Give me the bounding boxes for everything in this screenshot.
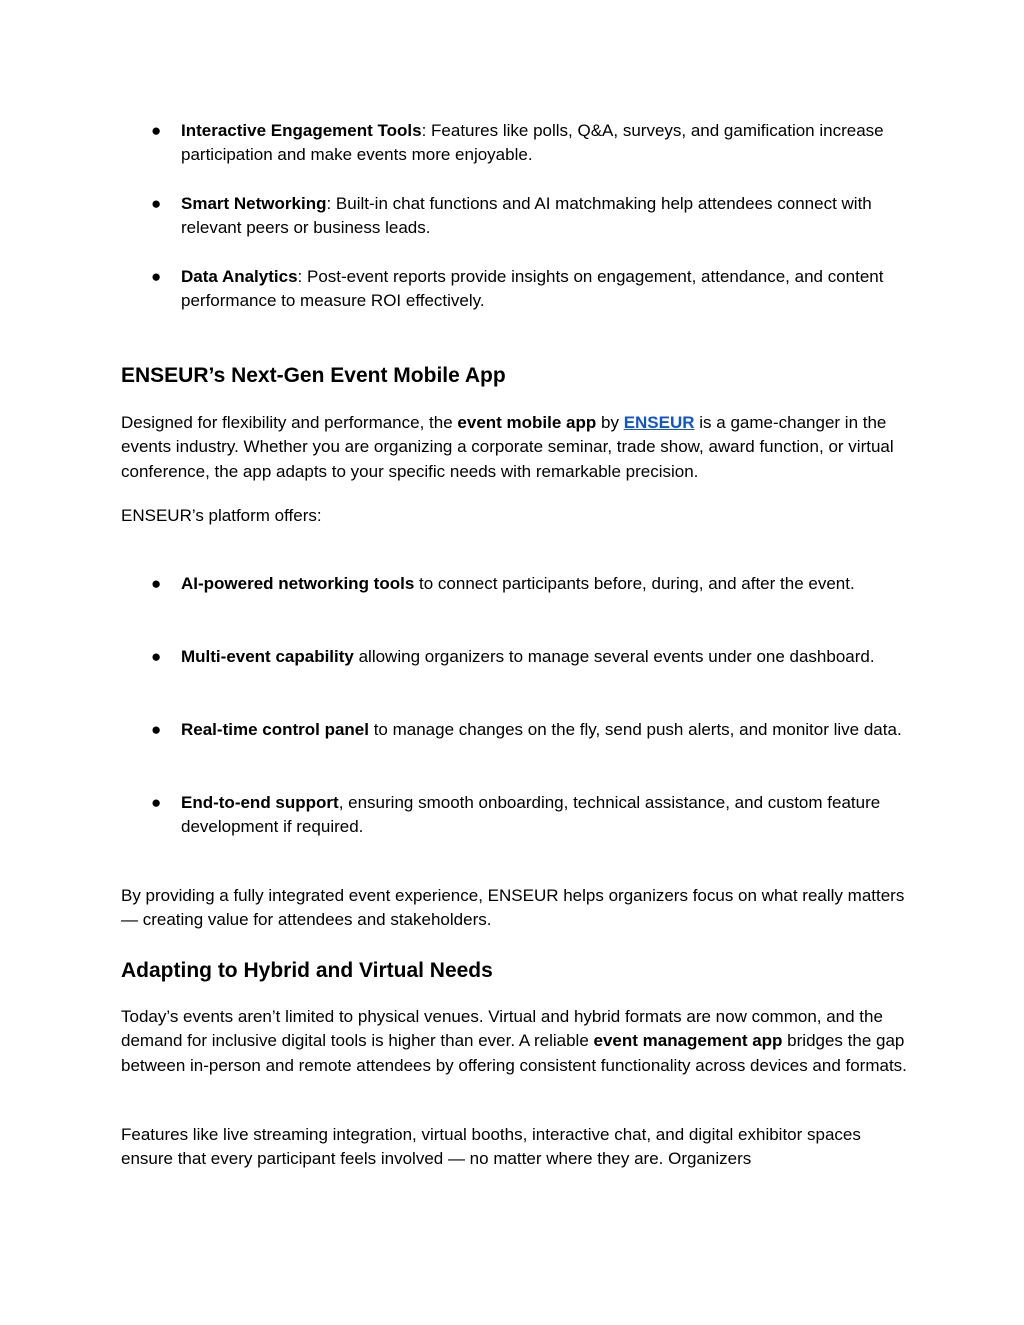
list-item [181,718,911,742]
section-heading: ENSEUR’s Next-Gen Event Mobile App [121,364,506,387]
paragraph-text: by [596,413,624,432]
paragraph: By providing a fully integrated event experience, ENSEUR helps organizers focus on what really matters — creating value for attendees and stakeholders. [121,886,905,930]
list-item [181,119,911,168]
bullet-glyph: ● [151,121,162,140]
bullet-text: allowing organizers to manage several events under one dashboard. [353,647,875,666]
paragraph: Features like live streaming integration, virtual booths, interactive chat, and digital exhibitor spaces ensure that every participant feels involved — no matter where they are. Organizers [121,1125,861,1169]
paragraph-text: bridges the gap between in-person and remote attendees by offering consistent functionality across devices and formats. [121,1031,907,1075]
bullet-bold-term: Data Analytics [181,267,298,286]
bullet-text: : Built-in chat functions and AI matchmaking help attendees connect with relevant peers or business leads. [181,194,872,238]
bold-phrase: event mobile app [457,413,597,432]
bullet-bold-term: Multi-event capability [181,647,354,666]
bullet-bold-term: Interactive Engagement Tools [181,121,422,140]
list-item [181,791,911,840]
bullet-glyph: ● [151,194,162,213]
paragraph-text: Designed for flexibility and performance, the [121,413,458,432]
list-item [181,192,911,241]
paragraph [121,1005,911,1078]
bullet-text: : Features like polls, Q&A, surveys, and gamification increase participation and make events more enjoyable. [181,121,884,165]
bullet-bold-term: Smart Networking [181,194,327,213]
bullet-bold-term: Real-time control panel [181,720,369,739]
list-item [181,265,911,314]
bullet-text: : Post-event reports provide insights on engagement, attendance, and content performance to measure ROI effectively. [181,267,884,311]
bullet-bold-term: AI-powered networking tools [181,574,415,593]
bullet-glyph: ● [151,647,162,666]
bullet-glyph: ● [151,793,162,812]
paragraph: ENSEUR’s platform offers: [121,506,322,525]
list-item [181,645,911,669]
enseur-link[interactable]: ENSEUR [623,413,695,432]
section-heading: Adapting to Hybrid and Virtual Needs [121,959,493,982]
paragraph [121,411,911,484]
bullet-bold-term: End-to-end support [181,793,339,812]
bullet-glyph: ● [151,720,162,739]
bullet-text: to connect participants before, during, and after the event. [414,574,855,593]
paragraph-text: Today’s events aren’t limited to physical venues. Virtual and hybrid formats are now common, and the demand for inclusive digital tools is higher than ever. A reliable [121,1007,883,1051]
bullet-glyph: ● [151,267,162,286]
list-item [181,572,911,596]
bold-phrase: event management app [593,1031,783,1051]
bullet-text: to manage changes on the fly, send push alerts, and monitor live data. [368,720,902,739]
bullet-text: , ensuring smooth onboarding, technical assistance, and custom feature development if required. [181,793,881,837]
bullet-glyph: ● [151,574,162,593]
paragraph-text: is a game-changer in the events industry. Whether you are organizing a corporate seminar, trade show, award function, or virtual conference, the app adapts to your specific needs with remarkable precision. [121,413,894,481]
